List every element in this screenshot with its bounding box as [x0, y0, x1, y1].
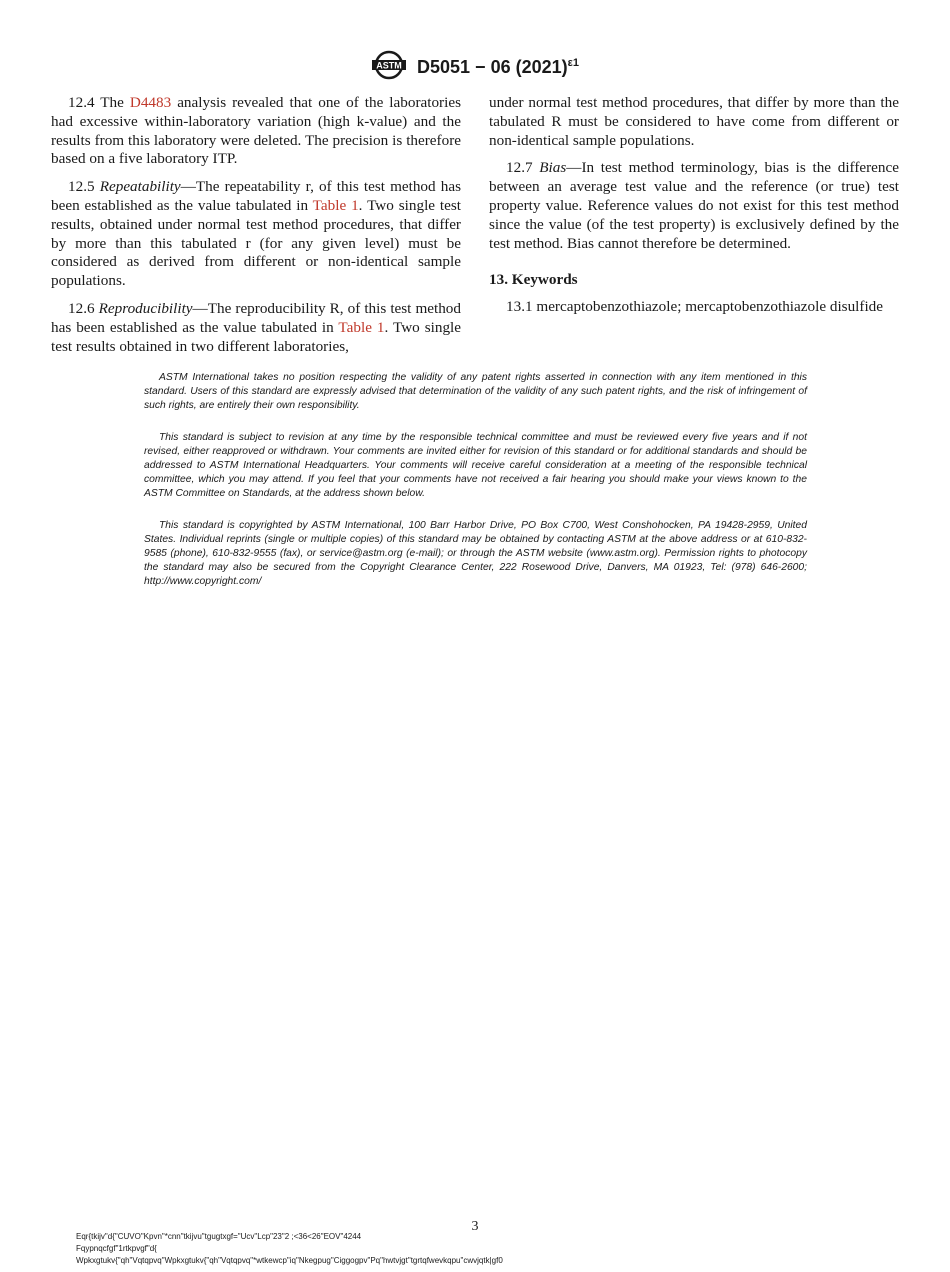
license-footer: [76, 1231, 876, 1267]
para-heading: Repeatability: [99, 178, 181, 196]
patent-notice: ASTM International takes no position respecting the validity of any patent rights asserted in connection with any item mentioned in this standard. Users of this standard are expressly advised that determination of the validity of any such patent rights, and the risk of infringement of such rights, are entirely their own responsibility.: [144, 372, 807, 411]
logo-text: ASTM: [376, 60, 402, 71]
para-text: —In test method terminology, bias is the difference between an average test value and the reference (or true) test property value. Reference values do not exist for this test method since the value (of the test property) is exclusively defined by the test method. Bias cannot therefore be determined.: [489, 159, 900, 252]
para-text: —The reproducibility R, of this test method has been established as the value tabulated in: [51, 299, 461, 336]
section-heading-keywords: 13. Keywords: [489, 271, 578, 289]
copyright-notice: This standard is copyrighted by ASTM International, 100 Barr Harbor Drive, PO Box C700, West Conshohocken, PA 19428-2959, United States. Individual reprints (single or multiple copies) of this standard may be obtained by contacting ASTM at the above address or at 610-832-9585 (phone), 610-832-9555 (fax), or service@astm.org (e-mail); or through the ASTM website (www.astm.org). Permission rights to photocopy the standard may also be secured from the Copyright Clearance Center, 222 Rosewood Drive, Danvers, MA 01923, Tel: (978) 646-2600; http://www.copyright.com/: [144, 520, 807, 587]
paragraph-12-6: [51, 300, 461, 356]
para-number: 12.7: [506, 159, 533, 177]
para-text: . Two single test results obtained in two different laboratories,: [51, 318, 462, 355]
page-header: [0, 50, 950, 85]
left-column: [51, 94, 461, 365]
document-designation: [417, 57, 579, 78]
footer-line: Wpkxgtukv{"qh"Vqtqpvq"Wpkxgtukv{"qh"Vqtqpvq"*wtkewcp"iq"Nkegpug"Ciggogpv"Pq"hwtvjgt"tgrtqfwevkqpu"cwvjqtk|gf0: [76, 1256, 503, 1265]
legal-notices: [144, 371, 807, 607]
paragraph-12-7: [489, 159, 899, 253]
para-number: 12.5: [68, 178, 95, 196]
para-number: 12.4: [68, 94, 95, 111]
footer-line: Fqypnqcfgf"1rtkpvgf"d{: [76, 1244, 157, 1253]
link-table-1[interactable]: Table 1: [312, 196, 359, 214]
para-text: —The repeatability r, of this test method has been established as the value tabulated in: [51, 178, 461, 214]
astm-logo: [371, 50, 407, 85]
right-column: [489, 94, 899, 326]
para-heading: Reproducibility: [98, 299, 193, 317]
revision-notice: This standard is subject to revision at any time by the responsible technical committee and must be reviewed every five years and if not revised, either reapproved or withdrawn. Your comments are invited either for revision of this standard or for additional standards and should be addressed to ASTM International Headquarters. Your comments will receive careful consideration at a meeting of the responsible technical committee, which you may attend. If you feel that your comments have not received a fair hearing you should make your views known to the ASTM Committee on Standards, at the address shown below.: [144, 432, 807, 499]
paragraph-13-1: [489, 298, 899, 317]
doc-id-text: D5051 − 06 (2021): [417, 57, 568, 77]
link-d4483[interactable]: D4483: [129, 94, 172, 111]
paragraph-12-4: [51, 94, 461, 169]
para-text: . Two single test results, obtained under normal test method procedures, that differ by more than this tabulated r (for any given level) must be considered as derived from different or non-identical sample populations.: [51, 196, 462, 290]
para-text: The: [94, 94, 130, 111]
paragraph-continuation: under normal test method procedures, that differ by more than the tabulated R must be considered to have come from different or non-identical sample populations.: [489, 94, 899, 149]
para-text: mercaptobenzothiazole; mercaptobenzothiazole disulfide: [532, 298, 884, 316]
para-heading: Bias: [539, 159, 567, 177]
para-number: 13.1: [506, 298, 533, 316]
para-number: 12.6: [68, 299, 95, 317]
paragraph-12-5: [51, 178, 461, 291]
link-table-1[interactable]: Table 1: [338, 318, 385, 336]
footer-line: Eqr{tkijv"d{"CUVO"Kpvn"*cnn"tkijvu"tgugtxgf="Ucv"Lcp"23"2 ;<36<26"EOV"4244: [76, 1232, 362, 1241]
para-text: analysis revealed that one of the laboratories had excessive within-laboratory variation (high k-value) and the results from this laboratory were deleted. The precision is therefore based on a five laboratory ITP.: [51, 94, 461, 168]
doc-id-superscript: ε1: [567, 57, 579, 69]
page-number: 3: [471, 1219, 479, 1234]
